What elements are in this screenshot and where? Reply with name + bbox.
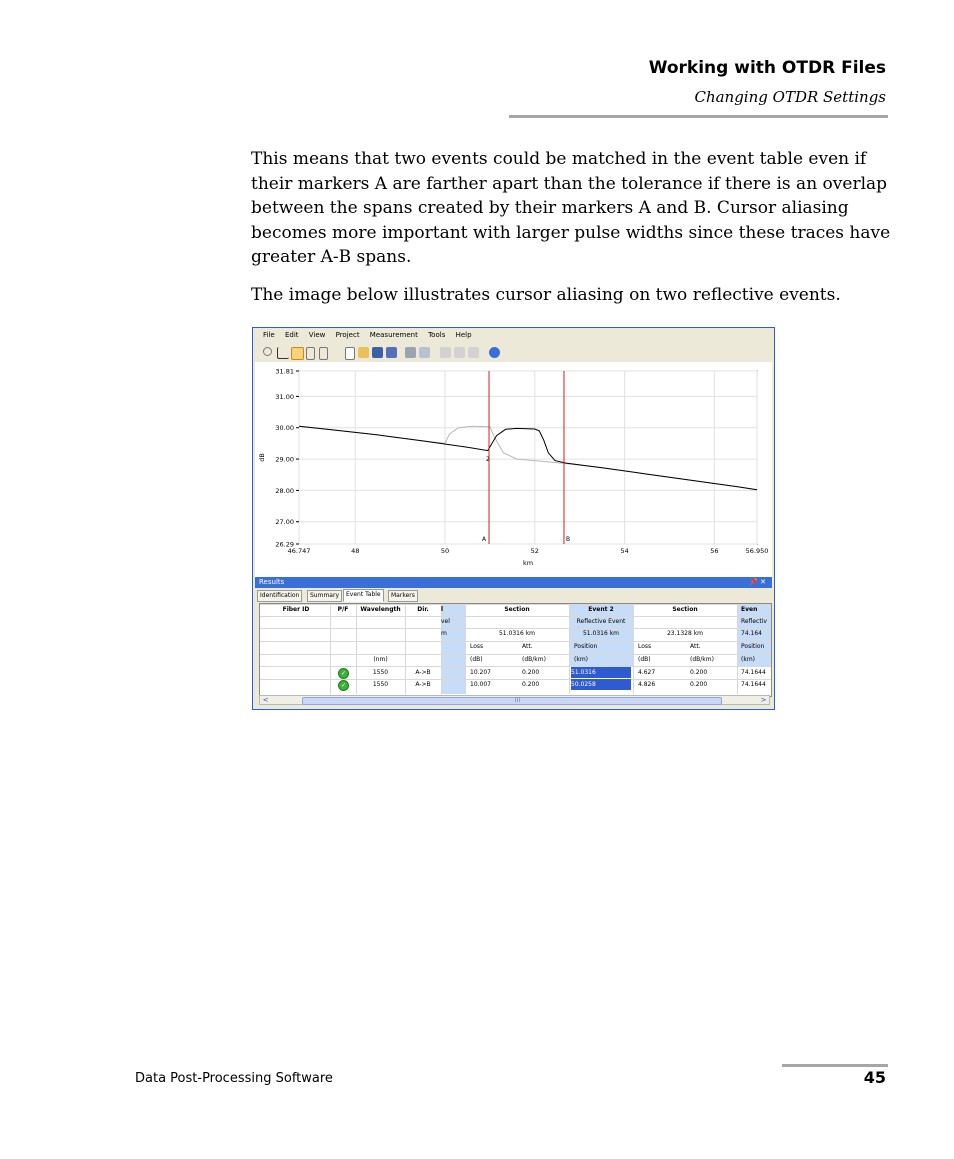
col-event-2: Event 2 — [588, 606, 614, 613]
marker-2-icon[interactable] — [319, 347, 328, 360]
sub-loss-2: Loss — [638, 643, 652, 650]
y-tick-label: 27.00 — [275, 518, 294, 527]
event-table — [259, 603, 772, 697]
header-rule — [509, 115, 888, 118]
pass-check-icon: ✓ — [338, 680, 349, 691]
row-wavelength: 1550 — [372, 669, 389, 676]
y-tick-label: 31.00 — [275, 392, 294, 401]
paragraph-1 — [251, 147, 891, 270]
grid-line — [260, 641, 771, 642]
menu-edit[interactable]: Edit — [284, 331, 299, 339]
scroll-left-icon[interactable]: < — [262, 696, 269, 704]
trace-icon[interactable] — [277, 347, 289, 359]
row-event-position: 51.0316 — [571, 667, 631, 678]
sub-loss-1: Loss — [470, 643, 484, 650]
header-title: Working with OTDR Files — [648, 58, 886, 78]
grid-line — [330, 604, 331, 694]
row-loss-1: 10.007 — [470, 681, 491, 688]
col-dir: Dir. — [417, 606, 429, 613]
col-next-event: Even — [741, 606, 758, 613]
row-position-2: 74.1644 — [741, 681, 766, 688]
paragraph-1-line: becomes more important with larger pulse widths since these traces have — [251, 222, 891, 243]
row-loss-2: 4.627 — [638, 669, 656, 676]
grid-line — [737, 604, 738, 694]
paste-icon[interactable] — [468, 347, 479, 358]
print-icon[interactable] — [405, 347, 416, 358]
footer-rule — [782, 1064, 888, 1067]
menu-project[interactable]: Project — [335, 331, 360, 339]
sub-position-2: Position — [741, 643, 765, 650]
sub-position: Position — [574, 643, 598, 650]
open-folder-icon[interactable] — [358, 347, 369, 358]
plot-area — [255, 362, 772, 603]
event-type: Reflective Event — [576, 618, 626, 625]
x-tick-label: 50 — [440, 547, 450, 555]
col-section-2: Section — [672, 606, 698, 613]
save-all-icon[interactable] — [386, 347, 397, 358]
unit-km: (km) — [574, 656, 589, 663]
menu-file[interactable]: File — [263, 331, 275, 339]
footer-doc-title: Data Post-Processing Software — [135, 1071, 333, 1086]
x-tick-label: 56.950 — [745, 547, 769, 555]
col-l: l — [441, 606, 444, 613]
tab-markers[interactable]: Markers — [388, 590, 418, 602]
menu-help[interactable]: Help — [455, 331, 472, 339]
close-icon[interactable]: ✕ — [760, 578, 766, 586]
paragraph-2: The image below illustrates cursor aliasing on two reflective events. — [251, 285, 841, 305]
marker-label-a: A — [482, 536, 487, 543]
col-fiber-id: Fiber ID — [282, 606, 310, 613]
tab-summary[interactable]: Summary — [307, 590, 342, 602]
unit-wavelength: (nm) — [373, 656, 388, 663]
trace-active-icon[interactable] — [291, 347, 304, 360]
grid-line — [260, 679, 771, 680]
unit-db-1: (dB) — [470, 656, 483, 663]
save-icon[interactable] — [372, 347, 383, 358]
menu-bar — [255, 331, 472, 345]
grid-line — [260, 666, 771, 667]
y-axis-label: dB — [258, 453, 266, 462]
tab-event-table[interactable]: Event Table — [343, 589, 384, 602]
grid-line — [260, 628, 771, 629]
paragraph-1-line: greater A-B spans. — [251, 247, 412, 267]
row-att-1: 0.200 — [522, 681, 540, 688]
cut-icon[interactable] — [440, 347, 451, 358]
unit-dbkm-1: (dB/km) — [522, 656, 546, 663]
help-icon[interactable] — [489, 347, 500, 358]
grid-line — [260, 604, 771, 605]
sub-m: m — [441, 630, 447, 637]
y-tick-label: 26.29 — [275, 540, 294, 549]
results-panel — [255, 577, 772, 707]
grid-line — [260, 616, 771, 617]
tab-identification[interactable]: Identification — [257, 590, 302, 602]
row-dir: A->B — [415, 669, 431, 676]
pin-icon[interactable]: 📌 — [749, 578, 758, 586]
section-1-length: 51.0316 km — [498, 630, 536, 637]
paragraph-1-line: between the spans created by their markers A and B. Cursor aliasing — [251, 198, 849, 218]
otdr-screenshot — [252, 327, 775, 710]
col-section-1: Section — [504, 606, 530, 613]
scroll-grip: III — [514, 696, 521, 704]
grid-line — [633, 604, 634, 694]
x-tick-label: 56 — [710, 547, 719, 555]
x-axis-label: km — [522, 559, 534, 567]
menu-measurement[interactable]: Measurement — [369, 331, 418, 339]
copy-icon[interactable] — [454, 347, 465, 358]
sub-att-1: Att. — [522, 643, 533, 650]
sub-att-2: Att. — [690, 643, 701, 650]
row-loss-1: 10.207 — [470, 669, 491, 676]
row-att-2: 0.200 — [690, 669, 708, 676]
scroll-thumb[interactable] — [302, 697, 722, 705]
x-tick-label: 52 — [530, 547, 539, 555]
toolbar — [257, 345, 507, 361]
marker-note: 2 — [486, 456, 490, 464]
event-2-position: 51.0316 km — [582, 630, 620, 637]
page-number: 45 — [863, 1068, 886, 1087]
marker-label-b: B — [565, 536, 571, 543]
row-loss-2: 4.826 — [638, 681, 656, 688]
header-subtitle: Changing OTDR Settings — [694, 88, 886, 106]
plot-frame — [299, 371, 757, 544]
grid-line — [260, 654, 771, 655]
results-title: Results — [259, 578, 285, 586]
horizontal-scrollbar[interactable] — [259, 695, 770, 705]
x-tick-label: 48 — [351, 547, 360, 555]
col-wavelength: Wavelength — [360, 606, 401, 613]
menu-view[interactable]: View — [308, 331, 326, 339]
panel-controls-icon[interactable] — [749, 577, 766, 588]
next-event-position: 74.164 — [741, 630, 762, 637]
next-event-type: Reflectiv — [741, 618, 767, 625]
row-event-position: 50.0258 — [571, 679, 631, 690]
paragraph-1-line: their markers A are farther apart than the tolerance if there is an overlap — [251, 173, 888, 194]
row-att-2: 0.200 — [690, 681, 708, 688]
paragraph-1-line: This means that two events could be matched in the event table even if — [251, 149, 867, 169]
zoom-icon[interactable] — [263, 347, 272, 356]
results-title-bar — [255, 577, 772, 588]
y-tick-label: 29.00 — [275, 455, 294, 464]
x-tick-label: 54 — [620, 547, 629, 555]
y-tick-label: 30.00 — [275, 424, 294, 433]
pass-check-icon: ✓ — [338, 668, 349, 679]
unit-dbkm-2: (dB/km) — [690, 656, 714, 663]
col-pf: P/F — [337, 606, 349, 613]
grid-line — [465, 604, 466, 694]
row-position-2: 74.1644 — [741, 669, 766, 676]
row-dir: A->B — [415, 681, 431, 688]
row-att-1: 0.200 — [522, 669, 540, 676]
unit-km-2: (km) — [741, 656, 756, 663]
x-tick-label: 46.747 — [287, 547, 311, 555]
y-tick-label: 28.00 — [275, 486, 294, 495]
otdr-trace-chart — [255, 362, 772, 577]
sub-vel: vel — [441, 618, 450, 625]
print-preview-icon[interactable] — [419, 347, 430, 358]
marker-1-icon[interactable] — [306, 347, 315, 360]
menu-tools[interactable]: Tools — [428, 331, 446, 339]
section-2-length: 23.1328 km — [666, 630, 704, 637]
row-wavelength: 1550 — [372, 681, 389, 688]
scroll-right-icon[interactable]: > — [760, 696, 767, 704]
y-tick-label: 31.81 — [275, 367, 294, 376]
new-file-icon[interactable] — [345, 347, 355, 360]
unit-db-2: (dB) — [638, 656, 651, 663]
